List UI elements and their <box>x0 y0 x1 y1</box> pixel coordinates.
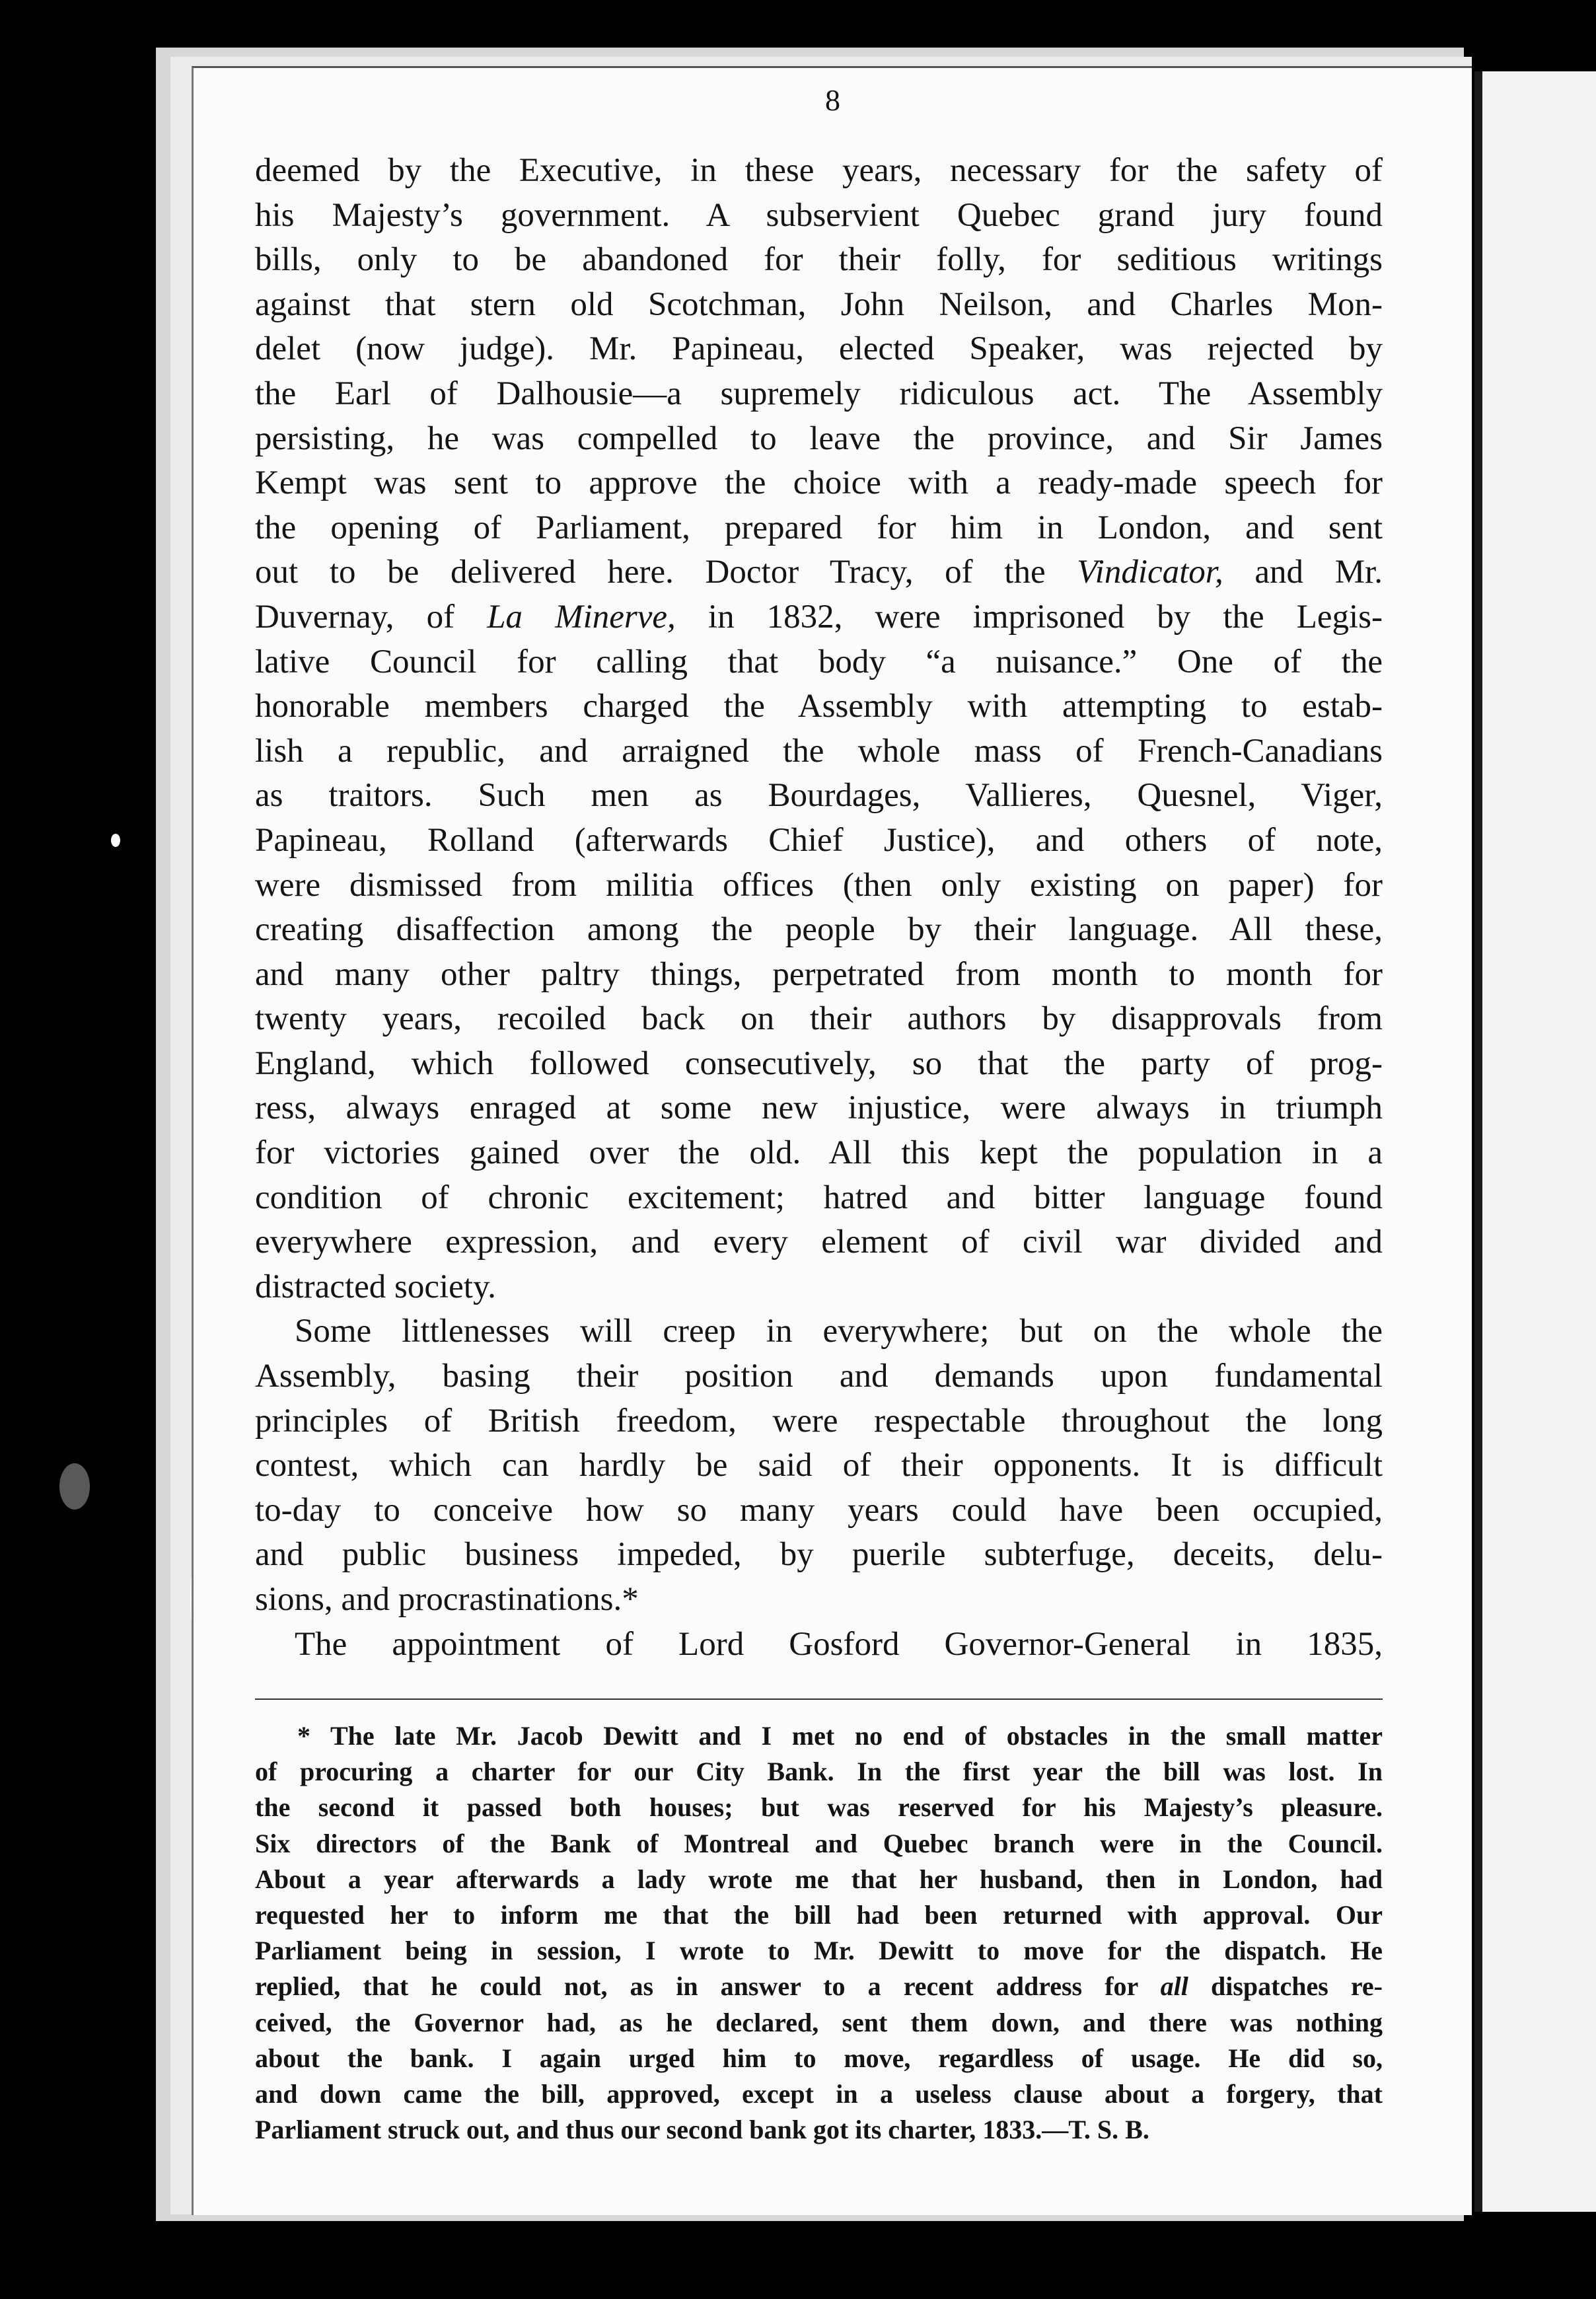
footnote-rule <box>255 1698 1383 1700</box>
text-run: replied, that he could not, as in answer to a recent address for <box>255 1971 1161 2002</box>
text-line: sions, and procrastinations.* <box>255 1581 639 1618</box>
text-line: England, which followed consecutively, so that the party of prog- <box>255 1044 1383 1082</box>
footnote-line: requested her to inform me that the bill had been returned with approval. Our <box>255 1900 1383 1930</box>
text-line: the opening of Parliament, prepared for him in London, and sent <box>255 509 1383 546</box>
text-line <box>255 595 1383 640</box>
text-line: and public business impeded, by puerile subterfuge, deceits, delu- <box>255 1536 1383 1574</box>
scan-speck <box>59 1463 90 1510</box>
footnote <box>255 1718 1383 2148</box>
italic-text: La Minerve, <box>487 598 676 636</box>
text-line: delet (now judge). Mr. Papineau, elected Speaker, was rejected by <box>255 330 1383 368</box>
text-run: and Mr. <box>1223 554 1383 591</box>
text-line: Kempt was sent to approve the choice with a ready-made speech for <box>255 464 1383 502</box>
text-line: principles of British freedom, were respectable throughout the long <box>255 1402 1383 1440</box>
text-line: for victories gained over the old. All this kept the population in a <box>255 1134 1383 1172</box>
footnote-line: ceived, the Governor had, as he declared, sent them down, and there was nothing <box>255 2007 1383 2037</box>
footnote-line: About a year afterwards a lady wrote me that her husband, then in London, had <box>255 1864 1383 1894</box>
text-line: his Majesty’s government. A subservient Quebec grand jury found <box>255 196 1383 234</box>
text-line: Papineau, Rolland (afterwards Chief Justice), and others of note, <box>255 821 1383 859</box>
text-line: against that stern old Scotchman, John Neilson, and Charles Mon- <box>255 285 1383 323</box>
text-line: as traitors. Such men as Bourdages, Vallieres, Quesnel, Viger, <box>255 777 1383 815</box>
footnote-line: and down came the bill, approved, except in a useless clause about a forgery, that <box>255 2079 1383 2109</box>
italic-text: Vindicator, <box>1077 554 1223 591</box>
book-page <box>192 66 1472 2215</box>
text-line: to-day to conceive how so many years could have been occupied, <box>255 1491 1383 1529</box>
scan-speck <box>111 834 120 847</box>
text-line: twenty years, recoiled back on their authors by disapprovals from <box>255 1000 1383 1038</box>
text-line: condition of chronic excitement; hatred and bitter language found <box>255 1179 1383 1216</box>
gutter-shadow <box>1474 71 1482 2212</box>
text-line <box>255 550 1383 595</box>
text-run: out to be delivered here. Doctor Tracy, of the <box>255 554 1077 591</box>
page-number: 8 <box>825 83 840 117</box>
text-line: The appointment of Lord Gosford Governor-General in 1835, <box>295 1625 1383 1663</box>
facing-page-edge <box>1474 71 1596 2212</box>
footnote-line <box>255 1969 1383 2004</box>
text-run: in 1832, were imprisoned by the Legis- <box>675 598 1383 636</box>
text-line: and many other paltry things, perpetrated from month to month for <box>255 955 1383 993</box>
footnote-line: Parliament struck out, and thus our second bank got its charter, 1833.—T. S. B. <box>255 2115 1149 2145</box>
text-line: honorable members charged the Assembly with attempting to estab- <box>255 688 1383 725</box>
text-line: the Earl of Dalhousie—a supremely ridiculous act. The Assembly <box>255 375 1383 412</box>
text-run: dispatches re- <box>1188 1971 1383 2002</box>
text-line: everywhere expression, and every element of civil war divided and <box>255 1223 1383 1261</box>
footnote-line: * The late Mr. Jacob Dewitt and I met no end of obstacles in the small matter <box>297 1721 1383 1751</box>
text-line: Some littlenesses will creep in everywhere; but on the whole the <box>295 1313 1383 1350</box>
text-line: distracted society. <box>255 1268 496 1305</box>
text-line: ress, always enraged at some new injustice, were always in triumph <box>255 1089 1383 1127</box>
text-line: contest, which can hardly be said of their opponents. It is difficult <box>255 1447 1383 1484</box>
text-line: bills, only to be abandoned for their folly, for seditious writings <box>255 241 1383 279</box>
footnote-line: Parliament being in session, I wrote to Mr. Dewitt to move for the dispatch. He <box>255 1936 1383 1966</box>
text-line: deemed by the Executive, in these years, necessary for the safety of <box>255 152 1383 189</box>
text-run: Duvernay, of <box>255 598 488 636</box>
footnote-line: about the bank. I again urged him to move, regardless of usage. He did so, <box>255 2043 1383 2073</box>
body-text <box>255 149 1383 1667</box>
footnote-line: Six directors of the Bank of Montreal and Quebec branch were in the Council. <box>255 1828 1383 1858</box>
italic-text: all <box>1160 1971 1188 2002</box>
text-line: lish a republic, and arraigned the whole mass of French-Canadians <box>255 732 1383 770</box>
text-line: Assembly, basing their position and demands upon fundamental <box>255 1358 1383 1395</box>
footnote-line: the second it passed both houses; but was reserved for his Majesty’s pleasure. <box>255 1792 1383 1823</box>
text-line: creating disaffection among the people by their language. All these, <box>255 911 1383 949</box>
text-line: persisting, he was compelled to leave the province, and Sir James <box>255 420 1383 457</box>
text-line: were dismissed from militia offices (then only existing on paper) for <box>255 866 1383 904</box>
text-line: lative Council for calling that body “a nuisance.” One of the <box>255 643 1383 680</box>
footnote-line: of procuring a charter for our City Bank. In the first year the bill was lost. In <box>255 1757 1383 1787</box>
